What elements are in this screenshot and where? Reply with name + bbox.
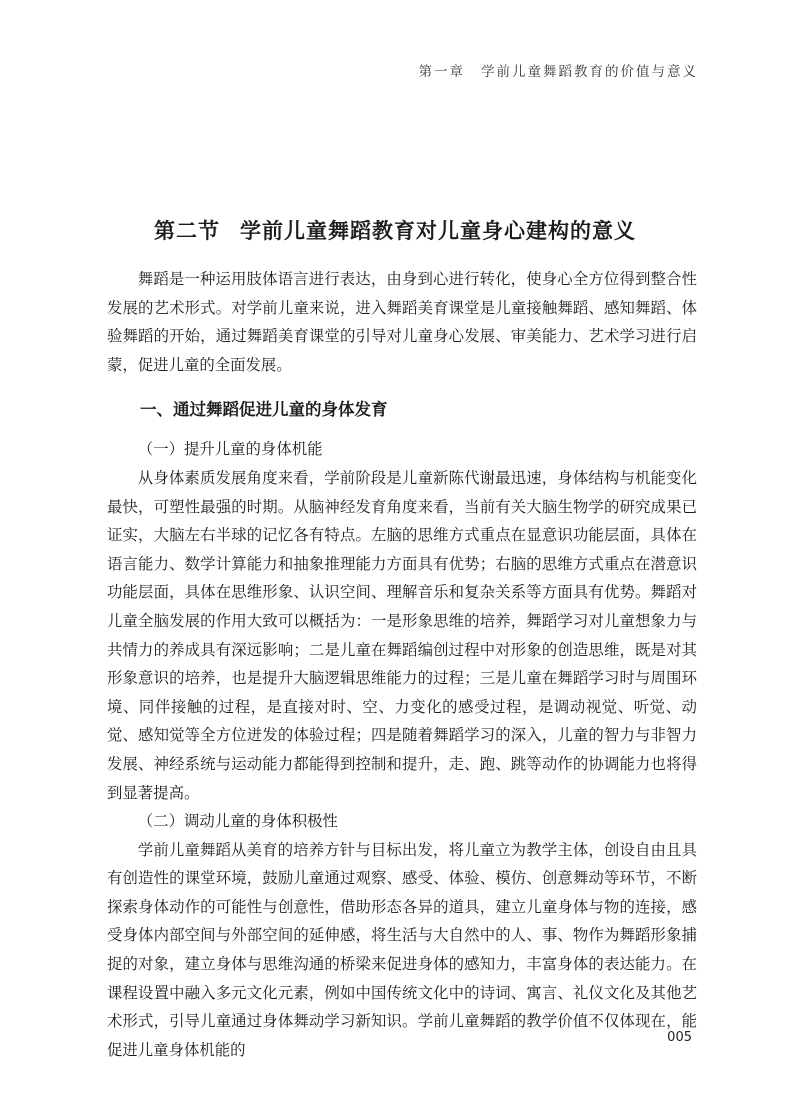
section-number: 第二节 [154,219,220,243]
page-number: 005 [667,1030,692,1045]
chapter-title: 学前儿童舞蹈教育的价值与意义 [481,64,698,80]
body-text [107,265,697,1064]
intro-paragraph: 舞蹈是一种运用肢体语言进行表达，由身到心进行转化，使身心全方位得到整合性发展的艺术形式。对学前儿童来说，进入舞蹈美育课堂是儿童接触舞蹈、感知舞蹈、体验舞蹈的开始，通过舞蹈美育课堂的引导对儿童身心发展、审美能力、艺术学习进行启蒙，促进儿童的全面发展。 [107,270,697,374]
heading-level-1: 一、通过舞蹈促进儿童的身体发育 [140,400,388,420]
chapter-label: 第一章 [418,64,465,80]
paragraph-2: 学前儿童舞蹈从美育的培养方针与目标出发，将儿童立为教学主体，创设自由且具有创造性的课堂环境，鼓励儿童通过观察、感受、体验、模仿、创意舞动等环节，不断探索身体动作的可能性与创意性，借助形态各异的道具，建立儿童身体与物的连接，感受身体内部空间与外部空间的延伸感，将生活与大自然中的人、事、物作为舞蹈形象捕捉的对象，建立身体与思维沟通的桥梁来促进身体的感知力，丰富身体的表达能力。在课程设置中融入多元文化元素，例如中国传统文化中的诗词、寓言、礼仪文化及其他艺术形式，引导儿童通过身体舞动学习新知识。学前儿童舞蹈的教学价值不仅体现在，能促进儿童身体机能的 [107,840,697,1059]
section-title-text: 学前儿童舞蹈教育对儿童身心建构的意义 [240,219,636,243]
running-header [419,60,699,80]
section-title [0,215,790,245]
paragraph-1: 从身体素质发展角度来看，学前阶段是儿童新陈代谢最迅速，身体结构与机能变化最快，可塑性最强的时期。从脑神经发育角度来看，当前有关大脑生物学的研究成果已证实，大脑左右半球的记忆各有特点。左脑的思维方式重点在显意识功能层面，具体在语言能力、数学计算能力和抽象推理能力方面具有优势；右脑的思维方式重点在潜意识功能层面，具体在思维形象、认识空间、理解音乐和复杂关系等方面具有优势。舞蹈对儿童全脑发展的作用大致可以概括为：一是形象思维的培养，舞蹈学习对儿童想象力与共情力的养成具有深远影响；二是儿童在舞蹈编创过程中对形象的创造思维，既是对其形象意识的培养，也是提升大脑逻辑思维能力的过程；三是儿童在舞蹈学习时与周围环境、同伴接触的过程，是直接对时、空、力变化的感受过程，是调动视觉、听觉、动觉、感知觉等全方位迸发的体验过程；四是随着舞蹈学习的深入，儿童的智力与非智力发展、神经系统与运动能力都能得到控制和提升，走、跑、跳等动作的协调能力也将得到显著提高。 [107,468,697,802]
subheading-1: （一）提升儿童的身体机能 [137,440,323,459]
subheading-2: （二）调动儿童的身体积极性 [137,812,338,831]
